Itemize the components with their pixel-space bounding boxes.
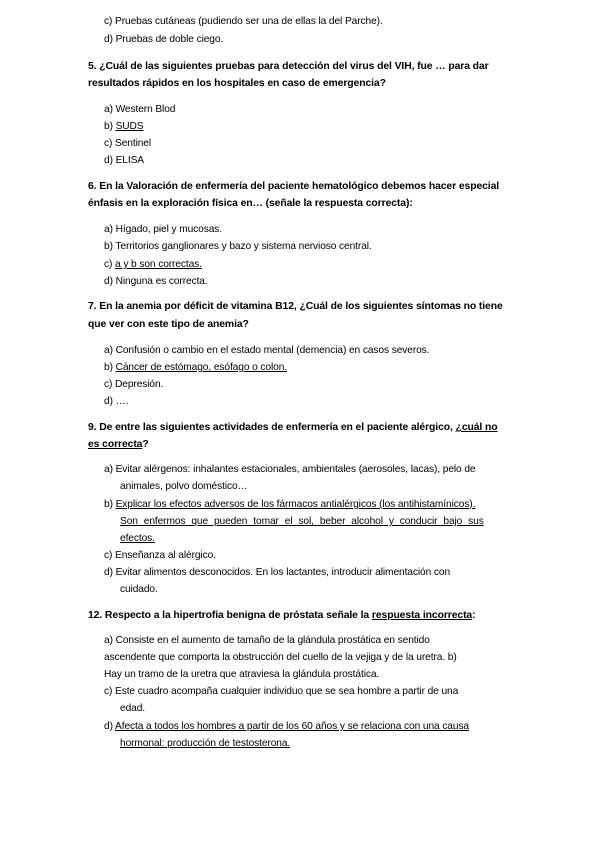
q12-option-a-line1: a) Consiste en el aumento de tamaño de la glándula prostática en sentido xyxy=(104,635,430,646)
q5-option-d: d) ELISA xyxy=(104,155,144,166)
q9-option-b-line1 xyxy=(104,498,475,511)
q9-option-d-line1: d) Evitar alimentos desconocidos. En los lactantes, introducir alimentación con xyxy=(104,567,451,578)
q6-option-c-prefix: c) xyxy=(104,259,116,270)
q12-option-c-line1: c) Este cuadro acompaña cualquier individuo que se sea hombre a partir de una xyxy=(104,686,459,697)
q9-title-suffix: ? xyxy=(142,439,149,450)
q7-option-b-answer: Cáncer de estómago, esófago o colon. xyxy=(115,362,287,373)
q7-option-b xyxy=(104,361,287,374)
q12-option-d-answer-1: Afecta a todos los hombres a partir de los 60 años y se relaciona con una causa xyxy=(115,721,470,732)
q9-option-b-line3: efectos. xyxy=(120,533,155,544)
q9-option-a-line1: a) Evitar alérgenos: inhalantes estacionales, ambientales (aerosoles, lacas), pelo de xyxy=(104,464,476,475)
q7-title-line2: que ver con este tipo de anemia? xyxy=(88,319,249,330)
q12-title xyxy=(88,609,476,622)
q9-title-line1 xyxy=(88,421,498,434)
q12-option-d-line2: hormonal: producción de testosterona. xyxy=(120,738,291,749)
q6-option-b: b) Territorios ganglionares y bazo y sistema nervioso central. xyxy=(104,241,372,252)
q9-title-underlined-2: es correcta xyxy=(88,439,143,450)
q5-option-b-answer: SUDS xyxy=(115,121,144,132)
q9-title-underlined-1: ¿cuál no xyxy=(455,422,498,433)
q12-option-a-line2: ascendente que comporta la obstrucción del cuello de la vejiga y de la uretra. b) xyxy=(104,652,457,663)
q9-option-b-prefix: b) xyxy=(104,499,116,510)
q12-title-suffix: : xyxy=(472,610,476,621)
q12-option-a-line3: Hay un tramo de la uretra que atraviesa la glándula prostática. xyxy=(104,669,380,680)
q5-option-b-prefix: b) xyxy=(104,121,116,132)
q9-option-c: c) Enseñanza al alérgico. xyxy=(104,550,216,561)
q12-title-underlined: respuesta incorrecta xyxy=(371,610,473,621)
q5-option-b xyxy=(104,120,144,133)
q5-option-a: a) Western Blod xyxy=(104,104,176,115)
q9-option-b-line2: Son enfermos que pueden tomar el sol, beber alcohol y conducir bajo sus xyxy=(120,516,484,527)
q6-title-line2: énfasis en la exploración física en… (señale la respuesta correcta): xyxy=(88,198,413,209)
q7-option-b-prefix: b) xyxy=(104,362,116,373)
q6-option-a: a) Hígado, piel y mucosas. xyxy=(104,224,223,235)
q12-title-prefix: 12. Respecto a la hipertrofia benigna de próstata señale la xyxy=(88,610,372,621)
q5-title-line1: 5. ¿Cuál de las siguientes pruebas para detección del virus del VIH, fue … para dar xyxy=(88,61,489,72)
q12-option-c-line2: edad. xyxy=(120,703,145,714)
q9-option-a-line2: animales, polvo doméstico… xyxy=(120,481,248,492)
q12-option-d-line1 xyxy=(104,720,469,733)
q6-option-d: d) Ninguna es correcta. xyxy=(104,276,208,287)
q9-title-prefix: 9. De entre las siguientes actividades de enfermería en el paciente alérgico, xyxy=(88,422,456,433)
q6-option-c xyxy=(104,258,202,271)
q7-option-a: a) Confusión o cambio en el estado mental (demencia) en casos severos. xyxy=(104,345,430,356)
q9-title-line2 xyxy=(88,438,149,451)
q9-option-b-answer-1: Explicar los efectos adversos de los fármacos antialérgicos (los antihistamínicos). xyxy=(115,499,476,510)
q7-option-c: c) Depresión. xyxy=(104,379,164,390)
q12-option-d-prefix: d) xyxy=(104,721,116,732)
q6-title-line1: 6. En la Valoración de enfermería del paciente hematológico debemos hacer especial xyxy=(88,181,500,192)
q5-title-line2: resultados rápidos en los hospitales en caso de emergencia? xyxy=(88,78,386,89)
top-option-d: d) Pruebas de doble ciego. xyxy=(104,34,224,45)
q6-option-c-answer: a y b son correctas. xyxy=(115,259,202,270)
q7-option-d: d) …. xyxy=(104,396,129,407)
q9-option-d-line2: cuidado. xyxy=(120,584,158,595)
q5-option-c: c) Sentinel xyxy=(104,138,152,149)
q7-title-line1: 7. En la anemia por déficit de vitamina B12, ¿Cuál de los siguientes síntomas no tiene xyxy=(88,301,503,312)
top-option-c: c) Pruebas cutáneas (pudiendo ser una de ellas la del Parche). xyxy=(104,16,383,27)
